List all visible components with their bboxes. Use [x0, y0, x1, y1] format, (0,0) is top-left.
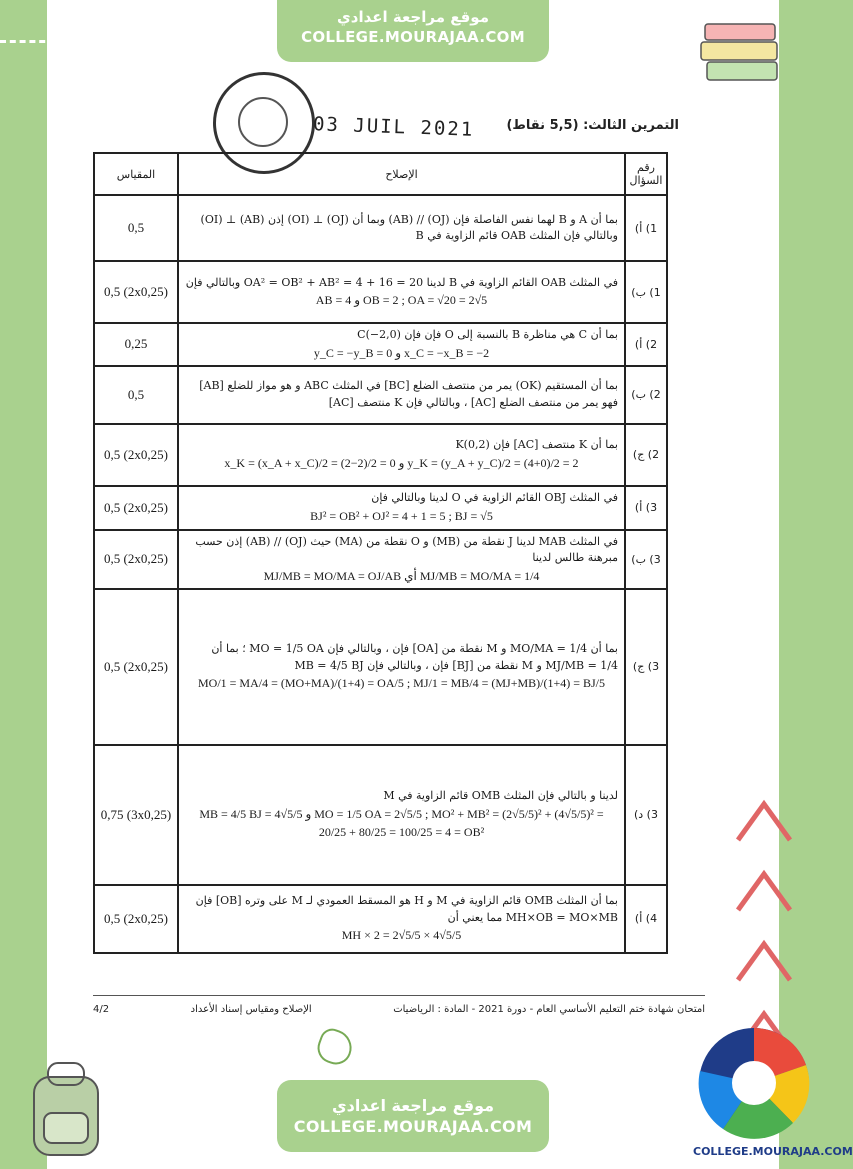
- row-number: 3) ج): [625, 589, 667, 745]
- top-banner[interactable]: [277, 0, 549, 62]
- footer-exam: امتحان شهادة ختم التعليم الأساسي العام - دورة 2021 - المادة : الرياضيات: [393, 1004, 705, 1015]
- header-scale: المقياس: [94, 153, 178, 195]
- row-math: y_C = −y_B = 0 و x_C = −x_B = −2: [313, 345, 490, 360]
- bottom-banner-url[interactable]: COLLEGE.MOURAJAA.COM: [293, 1117, 533, 1136]
- row-scale: 0,5 (2x0,25): [94, 885, 178, 953]
- table-row: [94, 589, 667, 745]
- site-logo[interactable]: [693, 1025, 853, 1165]
- page-footer: [93, 995, 705, 1015]
- bottom-banner[interactable]: [277, 1080, 549, 1152]
- bottom-banner-arabic: موقع مراجعة اعدادي: [331, 1096, 495, 1115]
- table-row: [94, 530, 667, 589]
- table-row: [94, 885, 667, 953]
- row-math: BJ² = OB² + OJ² = 4 + 1 = 5 ; BJ = √5: [310, 508, 493, 523]
- exercise-title: التمرين الثالث: (5,5 نقاط): [506, 118, 679, 133]
- row-scale: 0,5: [94, 366, 178, 424]
- row-scale: 0,5 (2x0,25): [94, 530, 178, 589]
- row-scale: 0,5 (2x0,25): [94, 424, 178, 486]
- row-number: 4) أ): [625, 885, 667, 953]
- row-text: في المثلث MAB لدينا J نقطة من (MB) و O نقطة من (MA) حيث (OJ) // (AB) إذن حسب مبرهنة طالس لدينا: [195, 534, 618, 564]
- correction-table: [93, 152, 668, 954]
- chevron-up-icon: [732, 790, 796, 854]
- table-row: [94, 195, 667, 261]
- row-correction: [178, 261, 625, 323]
- row-scale: 0,5 (2x0,25): [94, 589, 178, 745]
- logo-wheel-icon: [693, 1025, 815, 1143]
- row-text: بما أن A و B لهما نفس الفاصلة فإن (OJ) // (AB) وبما أن (OJ) ⊥ (OI) إذن (AB) ⊥ (OI) وبالتالي فإن المثلث OAB قائم الزاوية في B: [200, 212, 618, 242]
- row-correction: [178, 195, 625, 261]
- row-math: MB = 4/5 BJ = 4√5/5 و MO = 1/5 OA = 2√5/5 ; MO² + MB² = (2√5/5)² + (4√5/5)² = 20/25 + 80/25 = 100/25 = 4 = OB²: [199, 806, 604, 839]
- chevron-up-icon: [732, 860, 796, 924]
- row-math: MO/1 = MA/4 = (MO+MA)/(1+4) = OA/5 ; MJ/1 = MB/4 = (MJ+MB)/(1+4) = BJ/5: [197, 676, 606, 690]
- footer-label: الإصلاح ومقياس إسناد الأعداد: [190, 1004, 312, 1015]
- row-correction: [178, 530, 625, 589]
- row-scale: 0,5 (2x0,25): [94, 486, 178, 530]
- row-text: في المثلث OAB القائم الزاوية في B لدينا OA² = OB² + AB² = 4 + 16 = 20 وبالتالي فإن: [185, 275, 618, 289]
- row-correction: [178, 486, 625, 530]
- row-number: 1) أ): [625, 195, 667, 261]
- row-scale: 0,5 (2x0,25): [94, 261, 178, 323]
- row-math: AB = 4 و OB = 2 ; OA = √20 = 2√5: [315, 293, 488, 308]
- row-text: بما أن MO/MA = 1/4 و M نقطة من [OA] فإن ، وبالتالي فإن MO = 1/5 OA ؛ بما أن MJ/MB = 1/4 و M نقطة من [BJ] فإن ، وبالتالي فإن MB = 4/5 BJ: [211, 642, 618, 672]
- row-text: بما أن K منتصف [AC] فإن K(0,2): [455, 438, 618, 452]
- row-number: 1) ب): [625, 261, 667, 323]
- row-number: 2) أ): [625, 323, 667, 366]
- row-text: لدينا و بالتالي فإن المثلث OMB قائم الزاوية في M: [383, 789, 618, 803]
- row-number: 3) د): [625, 745, 667, 885]
- row-correction: [178, 885, 625, 953]
- row-math: MH × 2 = 2√5/5 × 4√5/5: [341, 928, 462, 942]
- row-number: 3) أ): [625, 486, 667, 530]
- table-row: [94, 486, 667, 530]
- row-math: MJ/MB = MO/MA = OJ/AB أي MJ/MB = MO/MA = 1/4: [263, 568, 540, 583]
- row-correction: [178, 424, 625, 486]
- footer-page-number: 4/2: [93, 1004, 110, 1015]
- stamp-date: 03 JUIL 2021: [312, 113, 475, 141]
- table-row: [94, 261, 667, 323]
- logo-text[interactable]: COLLEGE.MOURAJAA.COM: [693, 1145, 853, 1158]
- row-text: بما أن C هي مناظرة B بالنسبة إلى O فإن فإن C(−2,0): [357, 328, 618, 341]
- header-number: رقم السؤال: [625, 153, 667, 195]
- row-text: في المثلث OBJ القائم الزاوية في O لدينا وبالتالي فإن: [371, 491, 618, 505]
- row-math: x_K = (x_A + x_C)/2 = (2−2)/2 = 0 و y_K = (y_A + y_C)/2 = (4+0)/2 = 2: [224, 455, 579, 470]
- header-correction: الإصلاح: [178, 153, 625, 195]
- row-correction: [178, 366, 625, 424]
- top-banner-url[interactable]: COLLEGE.MOURAJAA.COM: [301, 28, 525, 46]
- top-banner-arabic: موقع مراجعة اعدادي: [337, 8, 489, 26]
- table-header-row: [94, 153, 667, 195]
- row-scale: 0,75 (3x0,25): [94, 745, 178, 885]
- table-row: [94, 424, 667, 486]
- row-scale: 0,25: [94, 323, 178, 366]
- stamp-emblem: [238, 97, 288, 147]
- row-correction: [178, 323, 625, 366]
- row-number: 3) ب): [625, 530, 667, 589]
- row-number: 2) ب): [625, 366, 667, 424]
- table-row: [94, 366, 667, 424]
- row-text: بما أن المثلث OMB قائم الزاوية في M و H هو المسقط العمودي لـ M على وتره [OB] فإن MH×OB = MO×MB مما يعني أن: [195, 894, 618, 924]
- row-correction: [178, 745, 625, 885]
- chevron-up-icon: [732, 930, 796, 994]
- backpack-icon: [20, 1055, 112, 1160]
- books-icon: [693, 18, 789, 88]
- table-row: [94, 323, 667, 366]
- decorative-dashes: [0, 40, 55, 57]
- row-number: 2) ج): [625, 424, 667, 486]
- row-correction: [178, 589, 625, 745]
- row-text: بما أن المستقيم (OK) يمر من منتصف الضلع [BC] في المثلث ABC و هو مواز للضلع [AB] فهو يمر من منتصف الضلع [AC] ، وبالتالي فإن K منتصف [AC]: [199, 379, 618, 409]
- row-scale: 0,5: [94, 195, 178, 261]
- table-row: [94, 745, 667, 885]
